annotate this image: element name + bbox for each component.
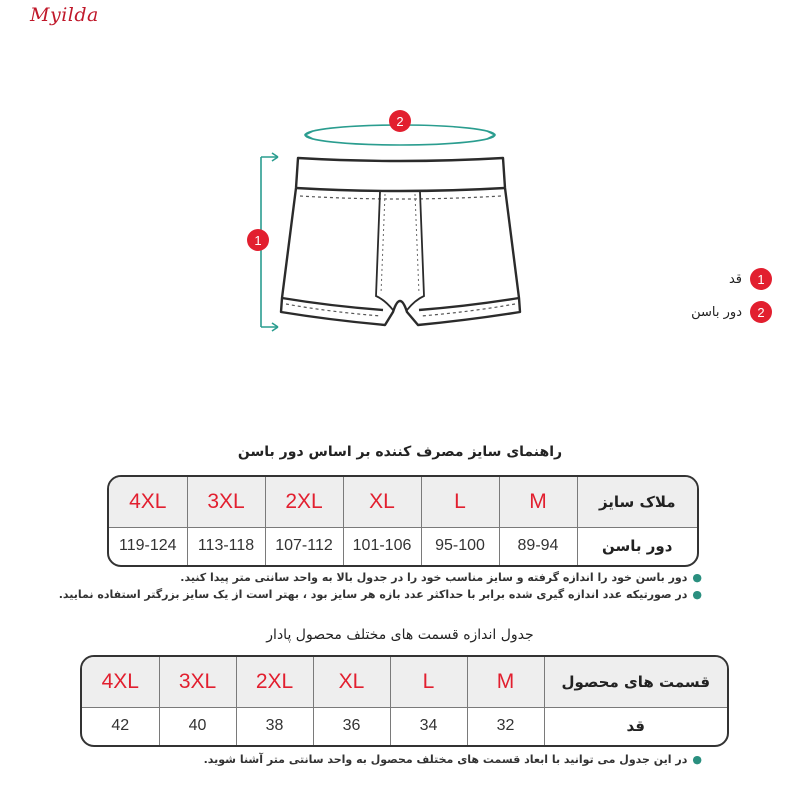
hip-value-3xl: 113-118 <box>187 527 265 565</box>
size-guide-table <box>107 475 699 567</box>
marker-1-badge <box>247 229 269 251</box>
size-header-2xl: 2XL <box>265 477 343 527</box>
size-header-xl: XL <box>343 477 421 527</box>
table2-title: جدول اندازه قسمت های مختلف محصول پادار <box>266 627 534 643</box>
header-label-cell: ملاک سایز <box>577 477 697 527</box>
row-label-hip: دور باسن <box>577 527 697 565</box>
table-header-row <box>109 477 697 527</box>
length-value-3xl: 40 <box>159 707 236 745</box>
hip-value-xl: 101-106 <box>343 527 421 565</box>
legend-item-hip <box>691 301 772 323</box>
length-value-xl: 36 <box>313 707 390 745</box>
header-label-cell: قسمت های محصول <box>544 657 727 707</box>
table-row <box>82 707 727 745</box>
size-header-3xl: 3XL <box>187 477 265 527</box>
table1-title: راهنمای سایز مصرف کننده بر اساس دور باسن <box>237 444 563 460</box>
size-header-l: L <box>390 657 467 707</box>
brand-logo: Myilda <box>30 4 99 26</box>
length-value-m: 32 <box>467 707 544 745</box>
size-header-l: L <box>421 477 499 527</box>
hip-value-4xl: 119-124 <box>109 527 187 565</box>
svg-text:2: 2 <box>396 114 404 129</box>
hip-value-l: 95-100 <box>421 527 499 565</box>
length-value-l: 34 <box>390 707 467 745</box>
legend-label-hip: دور باسن <box>691 304 742 320</box>
size-header-4xl: 4XL <box>82 657 159 707</box>
length-value-2xl: 38 <box>236 707 313 745</box>
size-header-xl: XL <box>313 657 390 707</box>
size-header-m: M <box>467 657 544 707</box>
note-item: ●در این جدول می توانید با ابعاد قسمت های مختلف محصول به واحد سانتی متر آشنا شوید. <box>203 753 702 766</box>
note-text-2: در صورتیکه عدد اندازه گیری شده برابر با حداکثر عدد بازه هر سایز بود ، بهتر است از یک سایز بزرگتر استفاده نمایید. <box>58 588 688 601</box>
size-header-2xl: 2XL <box>236 657 313 707</box>
note-item: ●در صورتیکه عدد اندازه گیری شده برابر با حداکثر عدد بازه هر سایز بود ، بهتر است از یک سایز بزرگتر استفاده نمایید. <box>58 588 702 601</box>
marker-2-badge <box>389 110 411 132</box>
note-text-1: دور باسن خود را اندازه گرفته و سایز مناسب خود را در جدول بالا به واحد سانتی متر پیدا کنید. <box>180 571 688 584</box>
row-label-length: قد <box>544 707 727 745</box>
svg-text:1: 1 <box>254 233 262 248</box>
boxer-shorts-icon <box>281 158 520 325</box>
hip-value-m: 89-94 <box>499 527 577 565</box>
size-header-4xl: 4XL <box>109 477 187 527</box>
legend-badge-2: 2 <box>750 301 772 323</box>
size-header-3xl: 3XL <box>159 657 236 707</box>
hip-value-2xl: 107-112 <box>265 527 343 565</box>
length-value-4xl: 42 <box>82 707 159 745</box>
table-row <box>109 527 697 565</box>
legend-label-height: قد <box>728 271 742 287</box>
legend-item-height <box>729 268 772 290</box>
legend-badge-1: 1 <box>750 268 772 290</box>
size-header-m: M <box>499 477 577 527</box>
table-header-row <box>82 657 727 707</box>
product-measure-table <box>80 655 729 747</box>
note-item: ●دور باسن خود را اندازه گرفته و سایز مناسب خود را در جدول بالا به واحد سانتی متر پیدا کنید. <box>180 571 702 584</box>
note-text-3: در این جدول می توانید با ابعاد قسمت های مختلف محصول به واحد سانتی متر آشنا شوید. <box>203 753 688 766</box>
